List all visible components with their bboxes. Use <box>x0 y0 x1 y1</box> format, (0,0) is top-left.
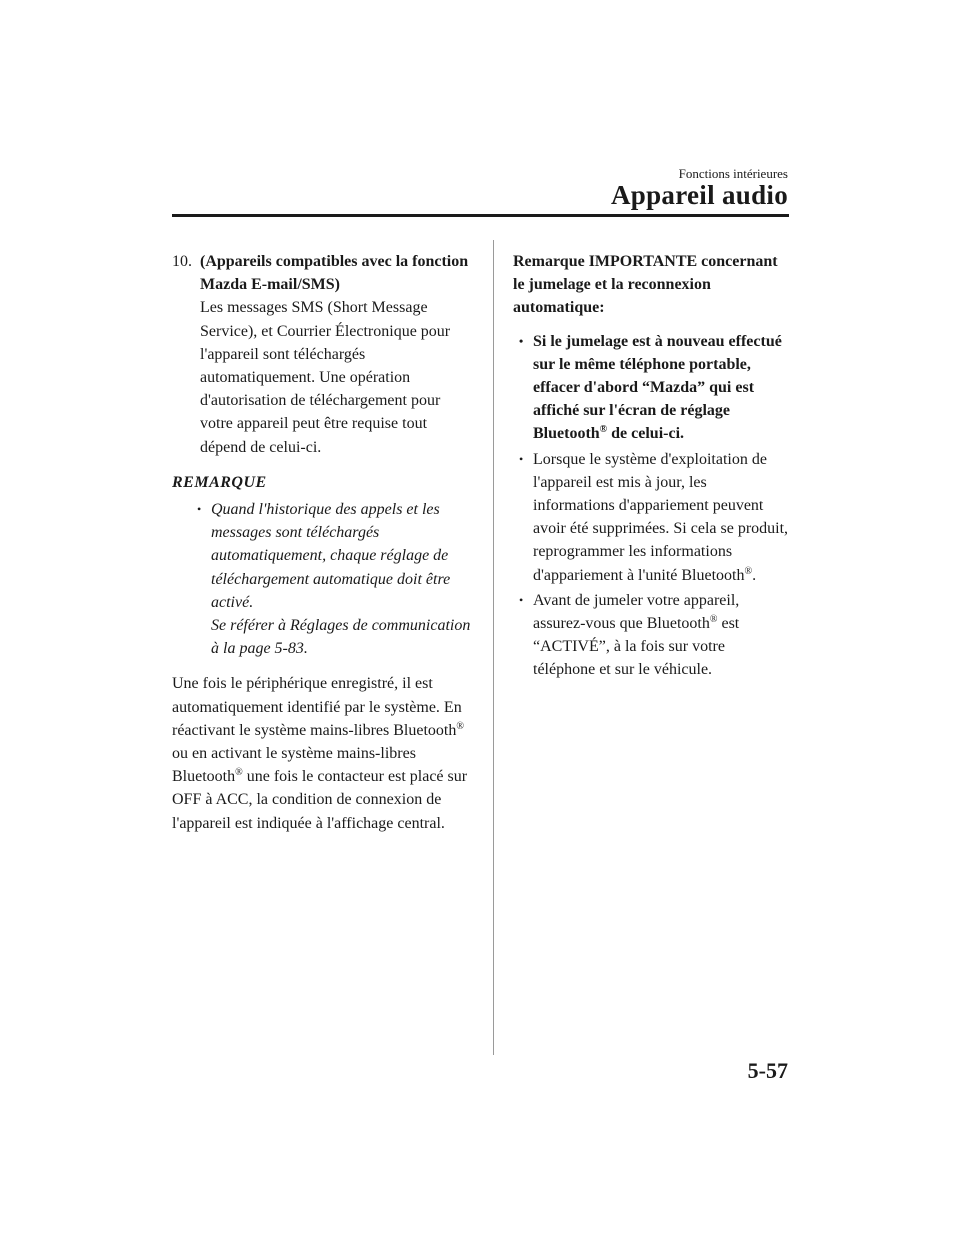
registered-mark: ® <box>709 614 718 626</box>
step-body: Les messages SMS (Short Message Service), et Courrier Électronique pour l'appareil sont téléchargés automatiquement. Une opération d'autorisation de téléchargement pour votre appareil peut être requise tout dépend de celui-ci. <box>200 299 451 456</box>
body-paragraph: Une fois le périphérique enregistré, il est automatiquement identifié par le système. En réactivant le système mains-libres Bluetooth® ou en activant le système mains-libres Bluetooth® une fois le contacteur est placé sur OFF à ACC, la condition de connexion de l'appareil est indiquée à l'affichage central. <box>172 675 468 832</box>
note-reference: Se référer à Réglages de communication à la page 5-83. <box>211 617 471 658</box>
registered-mark: ® <box>599 424 608 436</box>
bullet-dot-icon: • <box>519 592 524 607</box>
important-note-title: Remarque IMPORTANTE concernant le jumelage et la reconnexion automatique: <box>513 253 778 317</box>
column-divider <box>493 240 494 1055</box>
registered-mark: ® <box>744 565 753 577</box>
bullet-dot-icon: • <box>519 451 524 466</box>
step-number: 10. <box>172 253 192 270</box>
list-item: • Si le jumelage est à nouveau effectué sur le même téléphone portable, effacer d'abord “Mazda” qui est affiché sur l'écran de réglage Bluetooth® de celui-ci. <box>519 330 790 446</box>
step-title: (Appareils compatibles avec la fonction Mazda E-mail/SMS) <box>200 253 469 294</box>
registered-mark: ® <box>235 767 243 779</box>
header-rule <box>172 214 789 217</box>
right-column <box>513 250 790 682</box>
list-item: • Lorsque le système d'exploitation de l'appareil est mis à jour, les informations d'appariement peuvent avoir été supprimées. Si cela se produit, reprogrammer les informations d'appariement à l'unité Bluetooth®. <box>519 448 790 587</box>
section-title: Appareil audio <box>611 180 788 210</box>
step-10 <box>172 250 472 459</box>
list-item: • Avant de jumeler votre appareil, assurez-vous que Bluetooth® est “ACTIVÉ”, à la fois sur votre téléphone et sur le véhicule. <box>519 589 790 682</box>
registered-mark: ® <box>456 720 464 732</box>
note-bullet <box>197 498 472 660</box>
bullet-dot-icon: • <box>197 502 202 517</box>
bullet-dot-icon: • <box>519 333 524 348</box>
left-column <box>172 250 472 835</box>
section-label: Fonctions intérieures <box>678 166 788 181</box>
note-text: Quand l'historique des appels et les messages sont téléchargés automatiquement, chaque réglage de téléchargement automatique doit être activé. <box>211 501 451 611</box>
page-number: 5-57 <box>747 1058 788 1083</box>
note-title: REMARQUE <box>172 473 267 491</box>
